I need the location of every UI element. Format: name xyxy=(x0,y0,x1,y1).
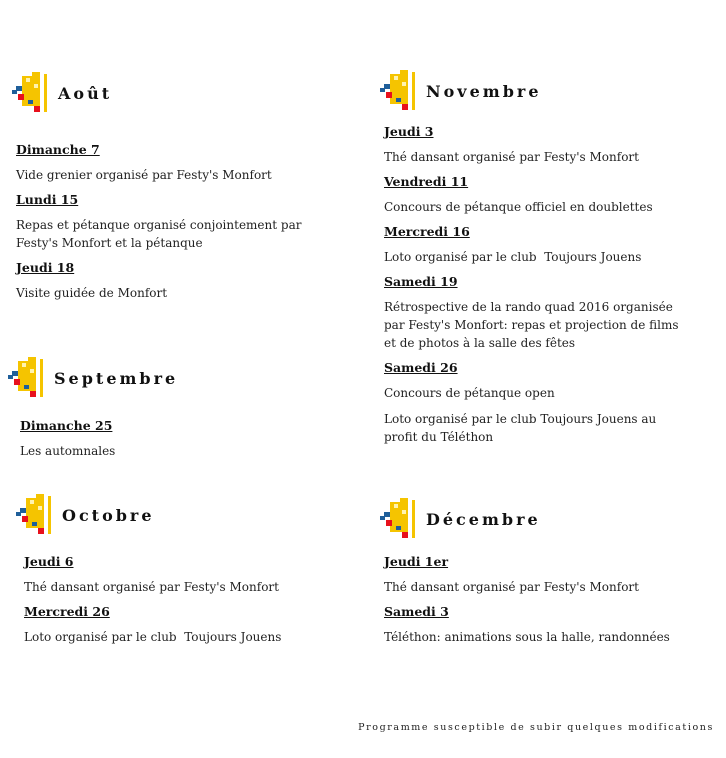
month-header-decembre xyxy=(380,498,541,540)
month-title: Octobre xyxy=(62,505,155,525)
event-date: Samedi 3 xyxy=(384,604,449,619)
month-events-decembre xyxy=(384,554,704,646)
event-desc: Téléthon: animations sous la halle, randonnées xyxy=(384,630,670,644)
event-desc: Thé dansant organisé par Festy's Monfort xyxy=(384,150,639,164)
month-events-octobre xyxy=(24,554,324,646)
month-events-aout xyxy=(16,142,316,302)
event-date: Jeudi 6 xyxy=(24,554,74,569)
event-date: Dimanche 25 xyxy=(20,418,113,433)
pixel-logo-icon xyxy=(12,72,52,114)
pixel-logo-icon xyxy=(380,498,420,540)
month-header-septembre xyxy=(8,357,178,399)
event-date: Samedi 26 xyxy=(384,360,458,375)
event-date: Jeudi 3 xyxy=(384,124,434,139)
event-date: Dimanche 7 xyxy=(16,142,100,157)
event-desc: Vide grenier organisé par Festy's Monfort xyxy=(16,168,272,182)
event-desc: Loto organisé par le club Toujours Jouens xyxy=(384,250,642,264)
footer-note: Programme susceptible de subir quelques modifications xyxy=(358,722,714,733)
month-title: Septembre xyxy=(54,368,179,388)
event-desc: Concours de pétanque open xyxy=(384,386,555,400)
event-desc: Thé dansant organisé par Festy's Monfort xyxy=(384,580,639,594)
event-desc: Visite guidée de Monfort xyxy=(16,286,168,300)
event-desc: Les automnales xyxy=(20,444,116,458)
pixel-logo-icon xyxy=(8,357,48,399)
event-date: Mercredi 26 xyxy=(24,604,110,619)
event-desc: Loto organisé par le club Toujours Jouens xyxy=(24,630,282,644)
month-title: Novembre xyxy=(426,81,542,101)
event-date: Jeudi 1er xyxy=(384,554,449,569)
month-events-septembre xyxy=(20,418,320,460)
event-date: Lundi 15 xyxy=(16,192,79,207)
month-events-novembre xyxy=(384,124,684,446)
pixel-logo-icon xyxy=(16,494,56,536)
event-date: Vendredi 11 xyxy=(384,174,469,189)
event-desc: Loto organisé par le club Toujours Jouens au profit du Téléthon xyxy=(384,412,657,444)
pixel-logo-icon xyxy=(380,70,420,112)
month-header-aout xyxy=(12,72,112,114)
month-header-novembre xyxy=(380,70,542,112)
month-title: Décembre xyxy=(426,509,541,529)
event-date: Jeudi 18 xyxy=(16,260,75,275)
event-date: Samedi 19 xyxy=(384,274,458,289)
event-desc: Repas et pétanque organisé conjointement par Festy's Monfort et la pétanque xyxy=(16,218,302,250)
month-header-octobre xyxy=(16,494,155,536)
month-title: Août xyxy=(58,83,113,103)
event-date: Mercredi 16 xyxy=(384,224,470,239)
event-desc: Thé dansant organisé par Festy's Monfort xyxy=(24,580,279,594)
event-desc: Concours de pétanque officiel en doublettes xyxy=(384,200,653,214)
event-desc: Rétrospective de la rando quad 2016 organisée par Festy's Monfort: repas et projection de films et de photos à la salle des fêtes xyxy=(384,300,679,350)
